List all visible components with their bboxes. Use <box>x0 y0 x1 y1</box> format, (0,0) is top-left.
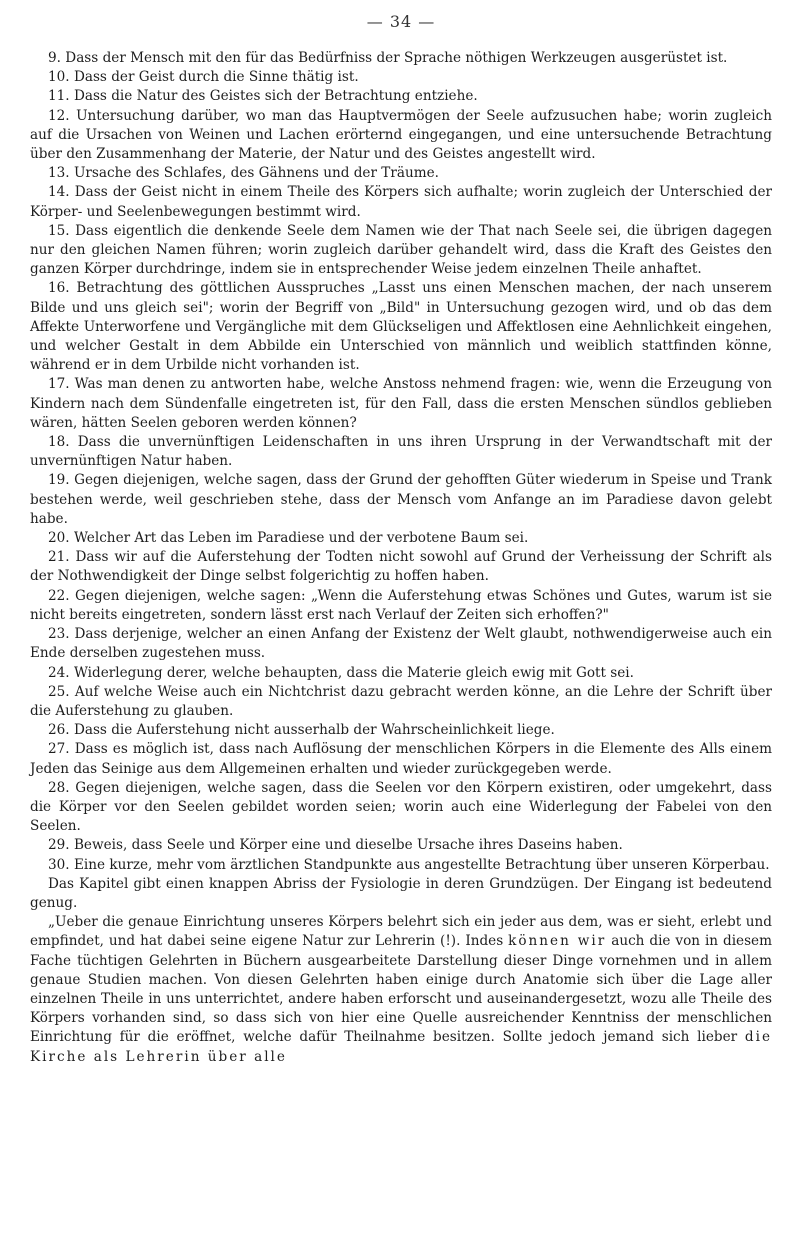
paragraph: 18. Dass die unvernünftigen Leidenschaften in uns ihren Ursprung in der Verwandtschaft mit der unvernünftigen Natur haben. <box>30 434 772 470</box>
paragraph: 14. Dass der Geist nicht in einem Theile des Körpers sich aufhalte; worin zugleich der Unterschied der Körper- und Seelenbewegungen bestimmt wird. <box>30 184 772 220</box>
paragraph: 23. Dass derjenige, welcher an einen Anfang der Existenz der Welt glaubt, nothwendigerweise auch ein Ende derselben zugestehen muss. <box>30 626 772 662</box>
paragraph: 15. Dass eigentlich die denkende Seele dem Namen wie der That nach Seele sei, die übrigen dagegen nur den gleichen Namen führen; worin zugleich darüber gehandelt wird, dass die Kraft des Geistes den ganzen Körper durchdringe, indem sie in entsprechender Weise jedem einzelnen Theile anhaftet. <box>30 222 772 278</box>
paragraph: 11. Dass die Natur des Geistes sich der Betrachtung entziehe. <box>48 88 478 105</box>
paragraph: 26. Dass die Auferstehung nicht ausserhalb der Wahrscheinlichkeit liege. <box>48 722 555 739</box>
paragraph: 25. Auf welche Weise auch ein Nichtchrist dazu gebracht werden könne, an die Lehre der Schrift über die Auferstehung zu glauben. <box>30 683 772 719</box>
paragraph: 17. Was man denen zu antworten habe, welche Anstoss nehmend fragen: wie, wenn die Erzeugung von Kindern nach dem Sündenfalle eingetreten ist, für den Fall, dass die ersten Menschen sündlos geblieben wären, hätten Seelen geboren werden können? <box>30 376 772 431</box>
final-text-continued: auch die von in diesem Fache tüchtigen Gelehrten in Büchern ausgearbeitete Darstellung dieser Dinge vornehmen und in allem genaue Studien machen. Von diesen Gelehrten haben einige durch Anatomie sich über die Lage aller einzelnen Theile in uns unterrichtet, andere haben erforscht und auseinandergesetzt, wozu alle Theile des Körpers vorhanden sind, so dass sich von hier eine Quelle ausreichender Kenntniss der menschlichen Einrichtung für die eröffnet, welche dafür Theilnahme besitzen. Sollte jedoch jemand sich lieber <box>30 933 772 1046</box>
paragraph: 24. Widerlegung derer, welche behaupten, dass die Materie gleich ewig mit Gott sei. <box>48 664 634 681</box>
final-text: „Ueber die genaue Einrichtung unseres Körpers belehrt sich ein jeder aus dem, was er sieht, erlebt und empfindet, und hat dabei seine eigene Natur zur Lehrerin (!). Indes <box>30 914 772 950</box>
page-number: — 34 — <box>366 12 436 31</box>
paragraph: 20. Welcher Art das Leben im Paradiese und der verbotene Baum sei. <box>48 530 529 547</box>
paragraph: Das Kapitel gibt einen knappen Abriss der Fysiologie in deren Grundzügen. Der Eingang ist bedeutend genug. <box>30 875 772 911</box>
final-paragraph <box>30 913 772 1067</box>
paragraph: 9. Dass der Mensch mit den für das Bedürfniss der Sprache nöthigen Werkzeugen ausgerüstet ist. <box>48 50 728 66</box>
spaced-emphasis: die Kirche als Lehrerin über alle <box>30 1029 772 1065</box>
paragraph: 13. Ursache des Schlafes, des Gähnens und der Träume. <box>48 165 439 182</box>
paragraph: 21. Dass wir auf die Auferstehung der Todten nicht sowohl auf Grund der Verheissung der Schrift als der Nothwendigkeit der Dinge selbst folgerichtig zu hoffen haben. <box>30 549 772 585</box>
spaced-emphasis: können wir <box>508 933 607 950</box>
paragraph: 27. Dass es möglich ist, dass nach Auflösung der menschlichen Körpers in die Elemente des Alls einem Jeden das Seinige aus dem Allgemeinen erhalten und wieder zurückgegeben werde. <box>30 741 772 777</box>
paragraph: 16. Betrachtung des göttlichen Ausspruches „Lasst uns einen Menschen machen, der nach unserem Bilde und uns gleich sei"; worin der Begriff von „Bild" in Untersuchung gezogen wird, und ob das dem Affekte Unterworfene und Vergängliche mit dem Glückseligen und Affektlosen eine Aehnlichkeit eingehen, und welcher Gestalt in dem Abbilde ein Unterschied von männlich und weiblich stattfinden könne, während er in dem Urbilde nicht vorhanden ist. <box>30 280 772 374</box>
paragraph: 29. Beweis, dass Seele und Körper eine und dieselbe Ursache ihres Daseins haben. <box>48 837 623 854</box>
paragraph: 10. Dass der Geist durch die Sinne thätig ist. <box>48 69 359 86</box>
paragraph: 22. Gegen diejenigen, welche sagen: „Wenn die Auferstehung etwas Schönes und Gutes, warum ist sie nicht bereits eingetreten, sondern lässt erst nach Verlauf der Zeiten sich erhoffen?" <box>30 587 772 623</box>
paragraph: 12. Untersuchung darüber, wo man das Hauptvermögen der Seele aufzusuchen habe; worin zugleich auf die Ursachen von Weinen und Lachen erörternd eingegangen, und eine untersuchende Betrachtung über den Zusammenhang der Materie, der Natur und des Geistes angestellt wird. <box>30 107 772 163</box>
paragraph: 19. Gegen diejenigen, welche sagen, dass der Grund der gehofften Güter wiederum in Speise und Trank bestehen werde, weil geschrieben stehe, dass der Mensch vom Anfange an im Paradiese davon gelebt habe. <box>30 472 772 527</box>
paragraph: 30. Eine kurze, mehr vom ärztlichen Standpunkte aus angestellte Betrachtung über unseren Körperbau. <box>48 856 770 873</box>
paragraph: 28. Gegen diejenigen, welche sagen, dass die Seelen vor den Körpern existiren, oder umgekehrt, dass die Körper vor den Seelen gebildet worden seien; worin auch eine Widerlegung der Fabelei von den Seelen. <box>30 779 772 835</box>
body-text <box>30 49 772 1067</box>
